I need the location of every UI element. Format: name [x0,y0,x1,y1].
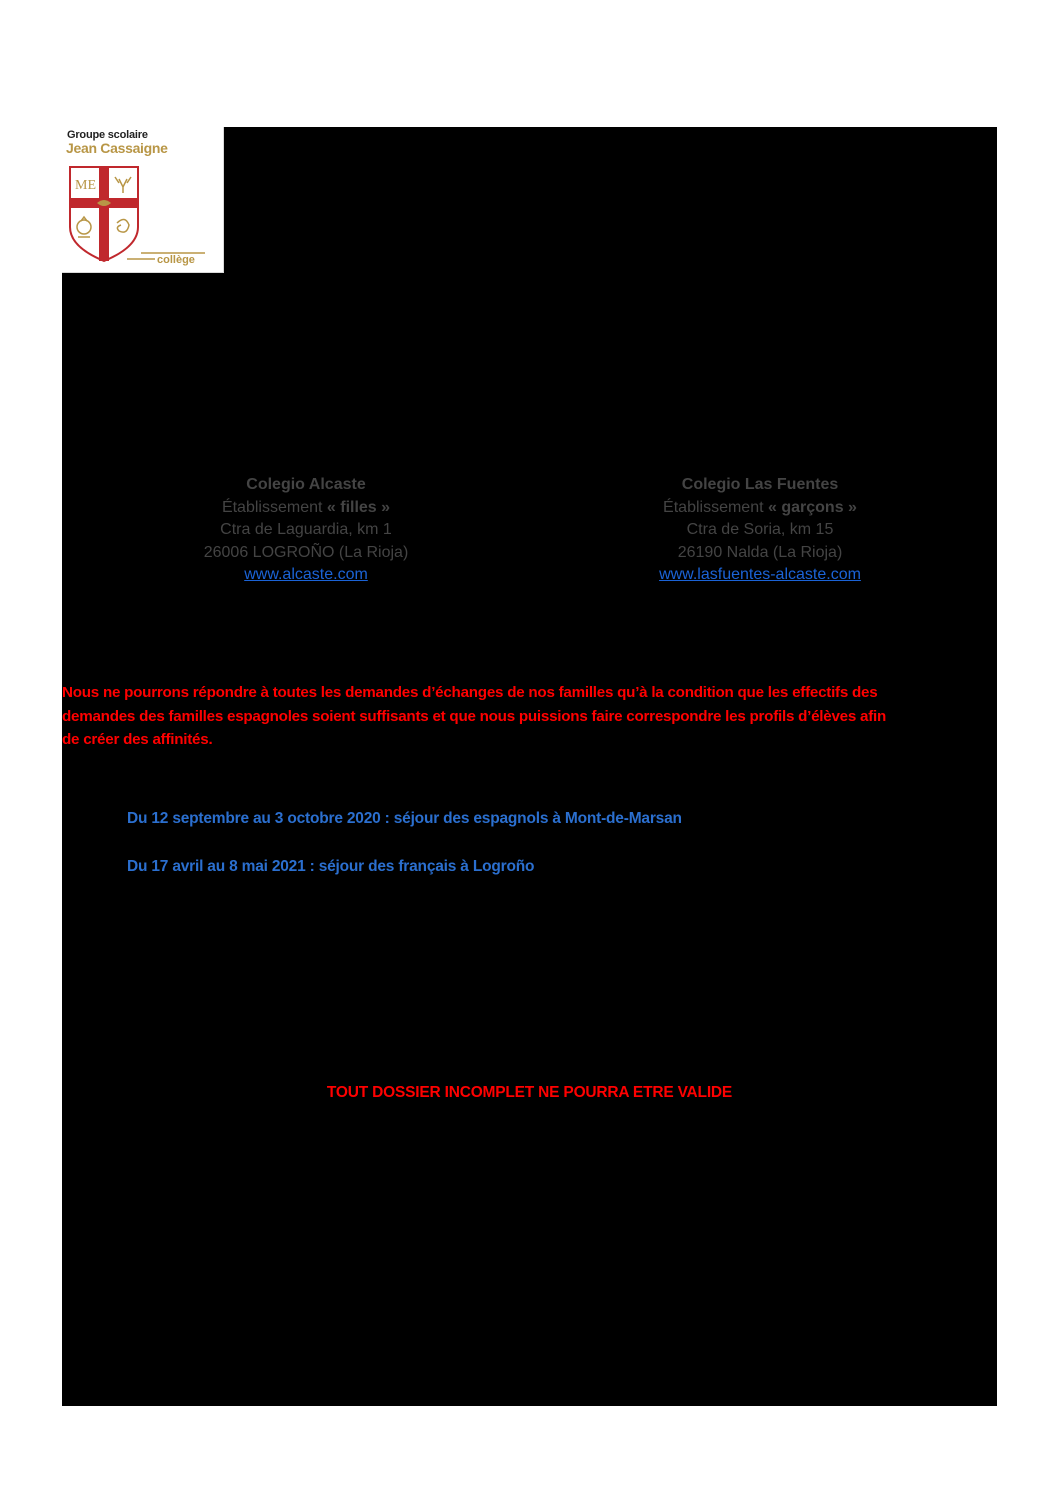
warning-line: Nous ne pourrons répondre à toutes les demandes d’échanges de nos familles qu’à la condition que les effectifs des [62,684,878,701]
school-type-value: « garçons » [768,498,857,516]
exchange-warning-paragraph [62,681,1002,752]
school-name: Colegio Alcaste [246,476,366,493]
school-card-alcaste [96,474,516,587]
school-type-value: « filles » [326,498,391,516]
school-address-line1: Ctra de Soria, km 15 [686,521,834,538]
school-type [550,497,970,520]
shield-icon [67,165,207,265]
warning-line: demandes des familles espagnoles soient suffisants et que nous puissions faire correspondre les profils d’élèves afin [62,707,887,725]
stay-date-france-to-spain: Du 17 avril au 8 mai 2021 : séjour des français à Logroño [127,858,535,875]
school-address-line2: 26190 Nalda (La Rioja) [677,543,843,561]
school-logo [62,127,224,273]
warning-line: de créer des affinités. [62,731,213,748]
school-address-line2: 26006 LOGROÑO (La Rioja) [203,543,409,561]
school-type-prefix: Établissement [221,498,323,516]
school-address-line1: Ctra de Laguardia, km 1 [220,521,392,538]
stay-date-spain-to-france: Du 12 septembre au 3 octobre 2020 : séjour des espagnols à Mont-de-Marsan [127,810,682,827]
black-background-block [62,127,997,1406]
incomplete-file-notice: TOUT DOSSIER INCOMPLET NE POURRA ETRE VALIDE [326,1084,733,1101]
school-website-link[interactable]: www.alcaste.com [244,566,368,583]
school-website-link[interactable]: www.lasfuentes-alcaste.com [659,566,861,583]
logo-title-line1: Groupe scolaire [67,129,148,141]
logo-college-label: collège [157,254,195,266]
school-type [96,497,516,520]
school-name: Colegio Las Fuentes [681,476,839,493]
school-type-prefix: Établissement [663,498,764,516]
school-card-las-fuentes [550,474,970,587]
shield-letters: ME [75,178,96,193]
logo-title-line2: Jean Cassaigne [66,140,168,156]
